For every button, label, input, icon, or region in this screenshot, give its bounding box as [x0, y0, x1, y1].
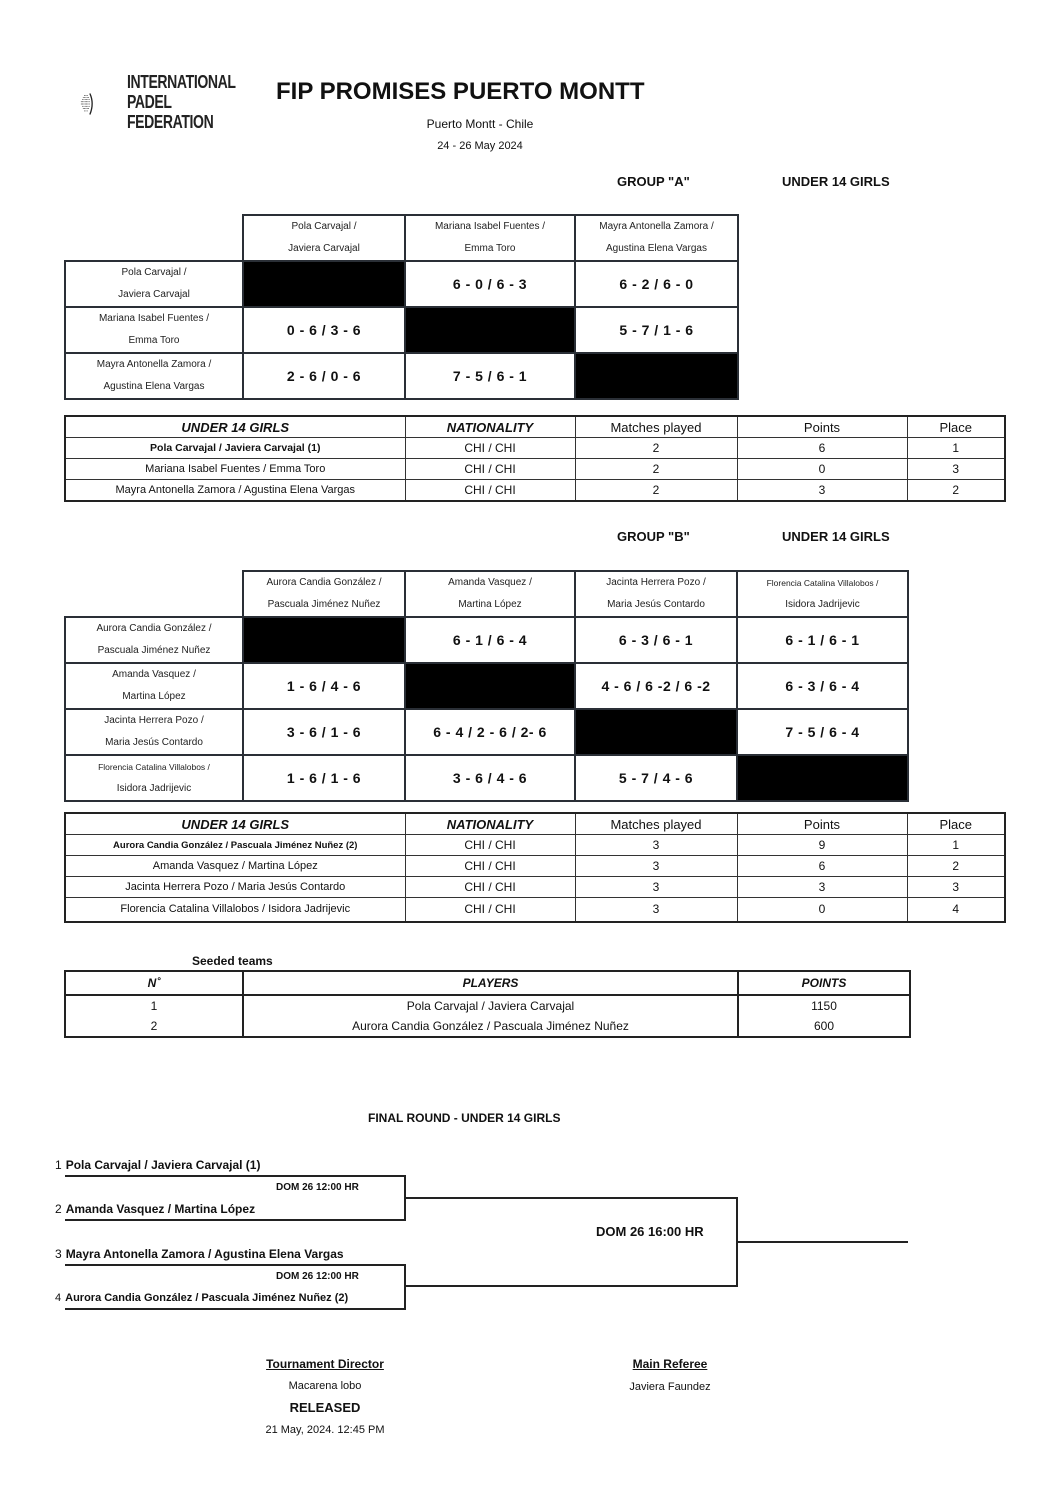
place-cell: 2: [907, 856, 1005, 877]
seed-players: Pola Carvajal / Javiera Carvajal: [243, 995, 738, 1016]
group-b-category: UNDER 14 GIRLS: [782, 529, 890, 544]
group-b-standings: [64, 812, 1006, 923]
seeded-teams-title: Seeded teams: [192, 954, 273, 968]
nationality-cell: CHI / CHI: [405, 835, 575, 856]
score-cell: 6 - 1 / 6 - 4: [405, 617, 575, 663]
row-header: Amanda Vasquez / Martina López: [65, 663, 243, 709]
seed-players: Aurora Candia González / Pascuala Jiménez Nuñez: [243, 1016, 738, 1037]
released-timestamp: 21 May, 2024. 12:45 PM: [265, 1424, 385, 1436]
score-cell: 7 - 5 / 6 - 1: [405, 353, 575, 399]
points-cell: 3: [737, 480, 907, 502]
bracket-line: [65, 1219, 406, 1221]
bracket-line: [65, 1264, 406, 1266]
table-row: [65, 835, 1005, 856]
row-header: Florencia Catalina Villalobos / Isidora Jadrijevic: [65, 755, 243, 801]
header-nationality: NATIONALITY: [405, 416, 575, 438]
header-nationality: NATIONALITY: [405, 813, 575, 835]
fip-logo-text: [127, 72, 236, 132]
released-status: RELEASED: [289, 1400, 361, 1415]
score-cell: 1 - 6 / 4 - 6: [243, 663, 405, 709]
score-cell: 7 - 5 / 6 - 4: [737, 709, 908, 755]
matrix-corner: [65, 215, 243, 261]
page-title: FIP PROMISES PUERTO MONTT: [276, 78, 645, 105]
score-cell: 6 - 2 / 6 - 0: [575, 261, 738, 307]
place-cell: 1: [907, 835, 1005, 856]
champion-line: [736, 1241, 908, 1243]
director-name: Macarena lobo: [288, 1380, 362, 1392]
played-cell: 3: [575, 856, 737, 877]
score-cell: 1 - 6 / 1 - 6: [243, 755, 405, 801]
director-label: Tournament Director: [266, 1357, 384, 1371]
header-number: N˚: [65, 971, 243, 995]
referee-label: Main Referee: [632, 1357, 708, 1371]
header-matches: Matches played: [575, 813, 737, 835]
table-row: [65, 877, 1005, 898]
col-header: Amanda Vasquez / Martina López: [405, 571, 575, 617]
fip-logo-icon: [80, 70, 126, 138]
points-cell: 0: [737, 459, 907, 480]
table-row: [65, 995, 910, 1016]
score-cell: 3 - 6 / 4 - 6: [405, 755, 575, 801]
header-points: Points: [737, 813, 907, 835]
self-match-cell: [405, 663, 575, 709]
col-header: Pola Carvajal / Javiera Carvajal: [243, 215, 405, 261]
col-header: Jacinta Herrera Pozo / Maria Jesús Contardo: [575, 571, 737, 617]
self-match-cell: [575, 353, 738, 399]
referee-name: Javiera Faundez: [629, 1381, 711, 1393]
score-cell: 6 - 3 / 6 - 4: [737, 663, 908, 709]
score-cell: 6 - 3 / 6 - 1: [575, 617, 737, 663]
row-header: Pola Carvajal / Javiera Carvajal: [65, 261, 243, 307]
bracket-entry-1: 1 Pola Carvajal / Javiera Carvajal (1): [55, 1158, 261, 1172]
table-row: [65, 898, 1005, 922]
nationality-cell: CHI / CHI: [405, 856, 575, 877]
location: Puerto Montt - Chile: [426, 117, 534, 131]
header-matches: Matches played: [575, 416, 737, 438]
points-cell: 6: [737, 856, 907, 877]
seeded-teams-table: [64, 970, 911, 1038]
table-row: [65, 1016, 910, 1037]
col-header: Mayra Antonella Zamora / Agustina Elena Vargas: [575, 215, 738, 261]
played-cell: 3: [575, 835, 737, 856]
played-cell: 2: [575, 438, 737, 459]
team-cell: Florencia Catalina Villalobos / Isidora Jadrijevic: [65, 898, 405, 922]
seed-points: 600: [738, 1016, 910, 1037]
place-cell: 2: [907, 480, 1005, 502]
bracket-line: [404, 1197, 738, 1199]
semifinal-time-1: DOM 26 12:00 HR: [276, 1182, 359, 1193]
team-cell: Mariana Isabel Fuentes / Emma Toro: [65, 459, 405, 480]
self-match-cell: [243, 617, 405, 663]
score-cell: 4 - 6 / 6 -2 / 6 -2: [575, 663, 737, 709]
team-cell: Aurora Candia González / Pascuala Jiménez Nuñez (2): [65, 835, 405, 856]
row-header: Jacinta Herrera Pozo / Maria Jesús Contardo: [65, 709, 243, 755]
bracket-entry-4: 4 Aurora Candia González / Pascuala Jiménez Nuñez (2): [55, 1292, 349, 1304]
nationality-cell: CHI / CHI: [405, 898, 575, 922]
table-row: [65, 459, 1005, 480]
table-row: [65, 480, 1005, 502]
row-header: Mariana Isabel Fuentes / Emma Toro: [65, 307, 243, 353]
header-category: UNDER 14 GIRLS: [65, 416, 405, 438]
played-cell: 2: [575, 459, 737, 480]
seed-number: 1: [65, 995, 243, 1016]
place-cell: 3: [907, 459, 1005, 480]
points-cell: 6: [737, 438, 907, 459]
place-cell: 4: [907, 898, 1005, 922]
matrix-corner: [65, 571, 243, 617]
header-place: Place: [907, 416, 1005, 438]
score-cell: 5 - 7 / 1 - 6: [575, 307, 738, 353]
seed-number: 2: [65, 1016, 243, 1037]
team-cell: Mayra Antonella Zamora / Agustina Elena Vargas: [65, 480, 405, 502]
score-cell: 6 - 1 / 6 - 1: [737, 617, 908, 663]
logo-line-1: INTERNATIONAL: [127, 72, 236, 92]
self-match-cell: [243, 261, 405, 307]
event-dates: 24 - 26 May 2024: [437, 140, 523, 152]
points-cell: 3: [737, 877, 907, 898]
played-cell: 3: [575, 898, 737, 922]
bracket-entry-3: 3 Mayra Antonella Zamora / Agustina Elena Vargas: [55, 1247, 344, 1261]
semifinal-time-2: DOM 26 12:00 HR: [276, 1271, 359, 1282]
row-header: Aurora Candia González / Pascuala Jiménez Nuñez: [65, 617, 243, 663]
nationality-cell: CHI / CHI: [405, 438, 575, 459]
col-header: Aurora Candia González / Pascuala Jiménez Nuñez: [243, 571, 405, 617]
nationality-cell: CHI / CHI: [405, 480, 575, 502]
score-cell: 2 - 6 / 0 - 6: [243, 353, 405, 399]
row-header: Mayra Antonella Zamora / Agustina Elena Vargas: [65, 353, 243, 399]
place-cell: 3: [907, 877, 1005, 898]
seed-points: 1150: [738, 995, 910, 1016]
table-row: [65, 438, 1005, 459]
bracket-entry-2: 2 Amanda Vasquez / Martina López: [55, 1202, 256, 1216]
final-time: DOM 26 16:00 HR: [596, 1224, 704, 1239]
group-a-standings: [64, 415, 1006, 502]
group-b-label: GROUP "B": [617, 529, 690, 544]
group-a-matrix: [64, 214, 739, 400]
bracket-line: [404, 1264, 406, 1310]
place-cell: 1: [907, 438, 1005, 459]
header-points: POINTS: [738, 971, 910, 995]
col-header: Mariana Isabel Fuentes / Emma Toro: [405, 215, 575, 261]
header-category: UNDER 14 GIRLS: [65, 813, 405, 835]
bracket-line: [65, 1308, 406, 1310]
header-place: Place: [907, 813, 1005, 835]
bracket-line: [65, 1175, 406, 1177]
score-cell: 6 - 0 / 6 - 3: [405, 261, 575, 307]
score-cell: 3 - 6 / 1 - 6: [243, 709, 405, 755]
group-b-matrix: [64, 570, 909, 802]
self-match-cell: [575, 709, 737, 755]
group-a-category: UNDER 14 GIRLS: [782, 174, 890, 189]
self-match-cell: [737, 755, 908, 801]
header-players: PLAYERS: [243, 971, 738, 995]
team-cell: Jacinta Herrera Pozo / Maria Jesús Contardo: [65, 877, 405, 898]
team-cell: Pola Carvajal / Javiera Carvajal (1): [65, 438, 405, 459]
col-header: Florencia Catalina Villalobos / Isidora Jadrijevic: [737, 571, 908, 617]
points-cell: 9: [737, 835, 907, 856]
header-points: Points: [737, 416, 907, 438]
bracket-line: [404, 1285, 738, 1287]
played-cell: 2: [575, 480, 737, 502]
logo-line-3: FEDERATION: [127, 112, 214, 132]
self-match-cell: [405, 307, 575, 353]
logo-line-2: PADEL: [127, 92, 172, 112]
points-cell: 0: [737, 898, 907, 922]
nationality-cell: CHI / CHI: [405, 877, 575, 898]
group-a-label: GROUP "A": [617, 174, 690, 189]
team-cell: Amanda Vasquez / Martina López: [65, 856, 405, 877]
score-cell: 6 - 4 / 2 - 6 / 2- 6: [405, 709, 575, 755]
score-cell: 0 - 6 / 3 - 6: [243, 307, 405, 353]
played-cell: 3: [575, 877, 737, 898]
nationality-cell: CHI / CHI: [405, 459, 575, 480]
score-cell: 5 - 7 / 4 - 6: [575, 755, 737, 801]
final-round-title: FINAL ROUND - UNDER 14 GIRLS: [368, 1111, 561, 1125]
table-row: [65, 856, 1005, 877]
